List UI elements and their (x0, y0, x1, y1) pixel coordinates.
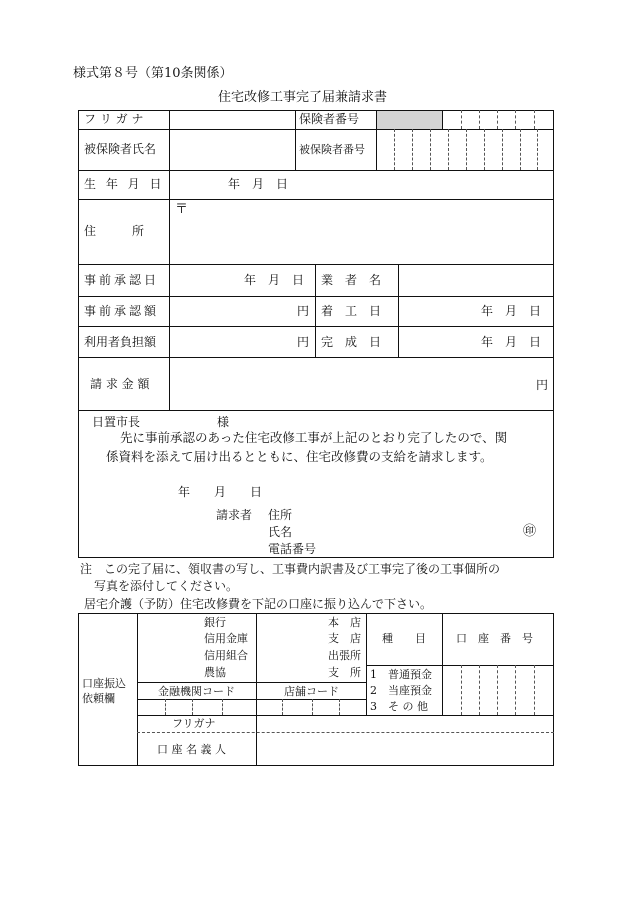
branch-type-sub[interactable]: 支 所 (328, 666, 361, 679)
contractor-label: 業 者 名 (321, 273, 382, 287)
insured-number-label: 被保険者番号 (299, 143, 365, 156)
branch-type-main[interactable]: 本 店 (328, 616, 361, 629)
start-date-label: 着 工 日 (321, 304, 382, 318)
seal-mark: ㊞ (523, 524, 537, 539)
account-type-ordinary[interactable]: 1 普通預金 (370, 668, 432, 681)
start-date-value[interactable]: 年 月 日 (481, 304, 542, 318)
postal-mark: 〒 (175, 202, 189, 217)
institution-type-bank[interactable]: 銀行 (204, 616, 226, 629)
bank-section-label-2: 依頼欄 (82, 692, 115, 705)
declaration-date[interactable]: 年 月 日 (178, 485, 263, 499)
institution-type-nokyo[interactable]: 農協 (204, 666, 226, 679)
holder-furigana-input[interactable] (257, 716, 553, 731)
address-label: 住 所 (84, 224, 145, 238)
institution-type-shinkin[interactable]: 信用金庫 (204, 632, 248, 645)
birth-date-label: 生 年 月 日 (84, 177, 165, 191)
honorific: 様 (217, 415, 230, 429)
insurer-number-shade (377, 111, 442, 129)
contractor-input[interactable] (399, 265, 553, 295)
bank-section-label-1: 口座振込 (82, 677, 126, 690)
claim-amount-label: 請 求 金 額 (90, 377, 150, 391)
addressee: 日置市長 (92, 415, 141, 429)
branch-code-label: 店舗コード (284, 685, 339, 698)
birth-date-value[interactable]: 年 月 日 (228, 177, 289, 191)
form-number: 様式第８号（第10条関係） (73, 66, 233, 81)
user-burden-label: 利用者負担額 (84, 335, 157, 349)
form-title: 住宅改修工事完了届兼請求書 (218, 90, 388, 105)
completion-date-value[interactable]: 年 月 日 (481, 335, 542, 349)
branch-type-office[interactable]: 出張所 (328, 649, 361, 662)
claimant-label: 請求者 (216, 508, 253, 522)
claim-amount-input[interactable] (170, 358, 553, 409)
prior-approval-date-label: 事前承認日 (84, 273, 160, 287)
holder-furigana-label: フリガナ (172, 717, 216, 730)
account-type-current[interactable]: 2 当座預金 (370, 684, 432, 697)
address-input[interactable] (170, 200, 553, 263)
user-burden-yen: 円 (297, 335, 310, 349)
claim-amount-yen: 円 (536, 378, 549, 392)
claimant-address-label: 住所 (268, 508, 293, 522)
insurer-number-label: 保険者番号 (299, 112, 360, 126)
furigana-label: フ リ ガ ナ (84, 112, 144, 126)
completion-date-label: 完 成 日 (321, 335, 382, 349)
institution-type-shinkumi[interactable]: 信用組合 (204, 649, 248, 662)
branch-type-branch[interactable]: 支 店 (328, 632, 361, 645)
insured-name-input[interactable] (170, 130, 294, 169)
transfer-instruction: 居宅介護（予防）住宅改修費を下記の口座に振り込んで下さい。 (84, 597, 433, 611)
claimant-phone-label: 電話番号 (268, 542, 317, 556)
account-holder-label: 口 座 名 義 人 (157, 743, 226, 756)
bank-code-label: 金融機関コード (158, 685, 235, 698)
note-line-2: 写真を添付してください。 (94, 579, 239, 593)
account-number-header: 口 座 番 号 (456, 632, 533, 645)
account-holder-input[interactable] (257, 733, 553, 765)
furigana-input[interactable] (170, 111, 294, 128)
prior-approval-amount-label: 事前承認額 (84, 304, 160, 318)
claimant-name-label: 氏名 (268, 525, 293, 539)
account-type-other[interactable]: 3 そ の 他 (370, 700, 428, 713)
prior-approval-amount-yen: 円 (297, 304, 310, 318)
declaration-line-2: 係資料を添えて届け出るとともに、住宅改修費の支給を請求します。 (106, 449, 493, 464)
account-type-header: 種 目 (382, 632, 426, 645)
declaration-line-1: 先に事前承認のあった住宅改修工事が上記のとおり完了したので、関 (120, 430, 508, 445)
note-line-1: 注 この完了届に、領収書の写し、工事費内訳書及び工事完了後の工事個所の (80, 562, 501, 576)
prior-approval-date-value[interactable]: 年 月 日 (244, 273, 305, 287)
insured-name-label: 被保険者氏名 (84, 142, 157, 156)
